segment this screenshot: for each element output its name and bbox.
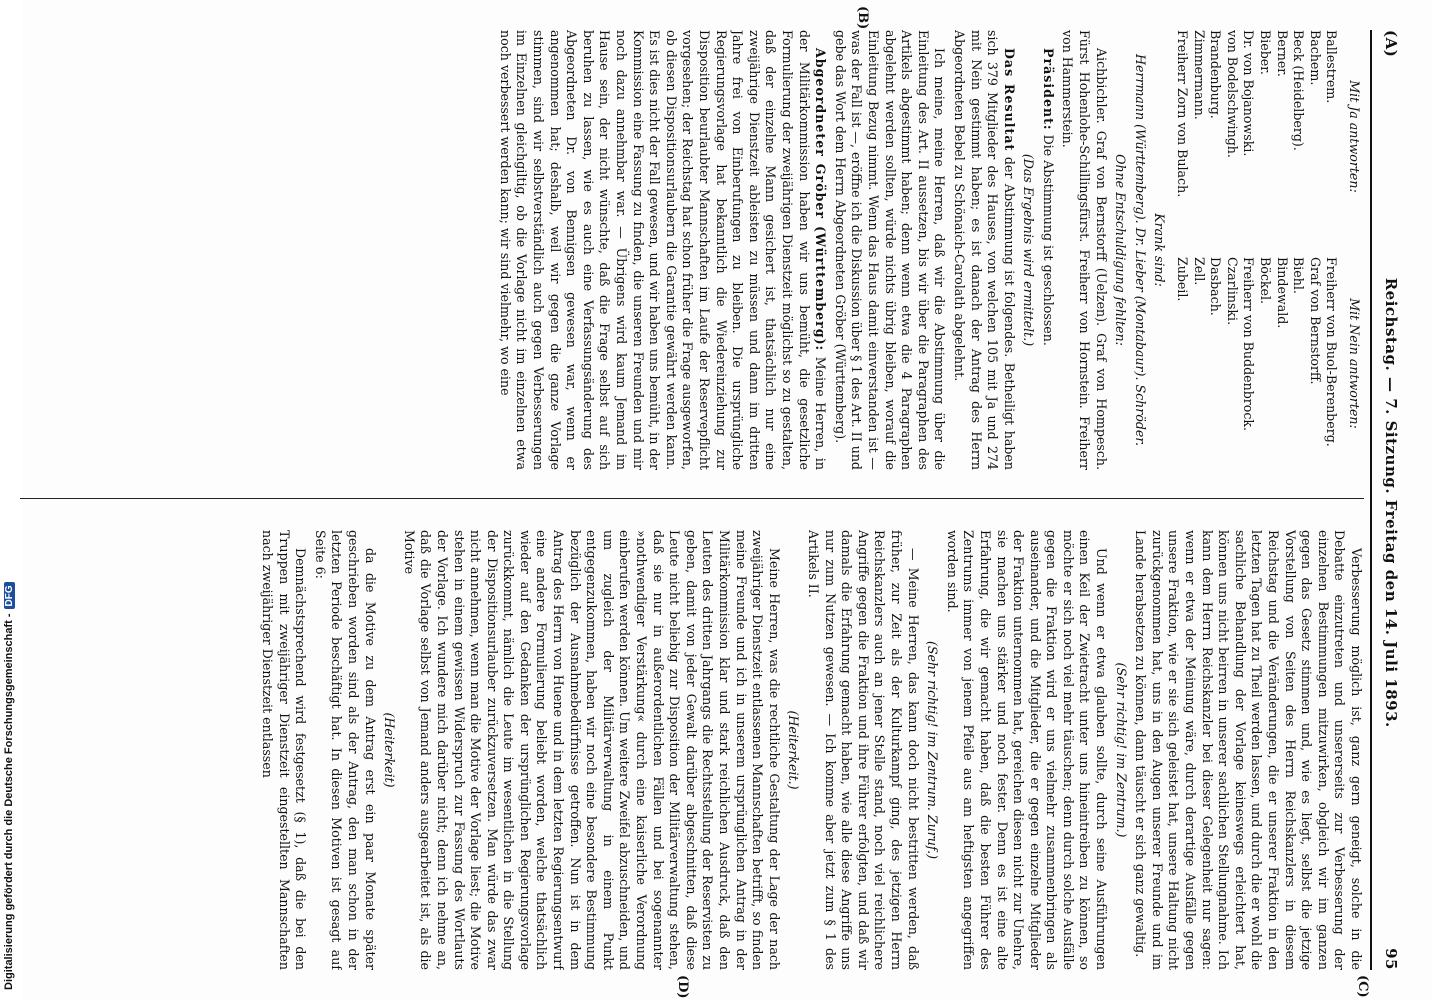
president-label: Präsident:	[1040, 48, 1056, 131]
margin-mark-a: (A)	[1382, 30, 1400, 58]
margin-mark-d: (D)	[675, 975, 690, 999]
vote-name: Freiherr von Buol-Berenberg.	[1324, 257, 1340, 447]
vote-name: Bachem.	[1307, 30, 1323, 86]
margin-mark-b: (B)	[855, 6, 870, 30]
paragraph: Verbesserung möglich ist, ganz gern geneigt, solche in die Debatte einzutreten und unsererseits zur Verbesserung der einzelnen Bestimmungen mitzuwirken, obgleich wir im ganzen gegen das Gesetz stimmen und, wie es liegt, selbst die jetzige Vorstellung von Seiten des Herrn Reichskanzlers in diesem Reichstag und die Veränderungen, die er unserer Fraktion in den letzten Tagen hat zu Theil werden lassen, und durch die er wohl die sachliche Behandlung der Vorlage keineswegs erleichtert hat, können uns nicht beirren in unserer sachlichen Stellungnahme. Ich kann dem Herrn Reichskanzler bei dieser Gelegenheit nur sagen: wenn er etwa der Meinung wäre, durch derartige Ausfälle gegen unsere Fraktion, wie er sie sich geleistet hat, unsere Haltung nicht zurückgenommen hat, uns in den Augen unserer Freunde und im Lande herabsetzen zu können, dann täuscht er sich ganz gewaltig.	[1133, 530, 1364, 970]
paragraph: da die Motive zu dem Antrag erst ein paar Monate später geschrieben worden sind als der Antrag, den man schon in der letzten Periode beschäftigt hat. In diesen Motiven ist gesagt auf Seite 6:	[312, 530, 378, 970]
paragraph: Ich meine, meine Herren, daß wir die Abstimmung über die Einleitung des Art. II aussetzen, bis wir über die Paragraphen des Artikels abgestimmt haben; denn wenn etwa die 4 Paragraphen abgelehnt werden sollten, würde nichts übrig bleiben, worauf die Einleitung Bezug nimmt. Wenn das Haus damit einverstanden ist — was der Fall ist —, eröffne ich die Diskussion über § 1 des Art. II und gebe das Wort dem Herrn Abgeordneten Gröber (Württemberg).	[832, 30, 948, 470]
page-number: 95	[1382, 948, 1400, 970]
president-statement	[1039, 30, 1056, 470]
vote-name: Ballestrem.	[1324, 30, 1340, 104]
speaker-label: Abgeordneter Gröber (Württemberg):	[813, 48, 829, 352]
absent-names: Aichbichler. Graf von Bernstorff (Uelzen). Graf von Hompesch. Fürst Hohenlohe-Schillingsfürst. Freiherr von Hornstein. Freiherr von Hammerstein.	[1060, 30, 1109, 470]
excused-heading: Krank sind:	[1152, 213, 1168, 287]
vote-name: Zell.	[1191, 257, 1207, 286]
vote-name: Dasbach.	[1208, 257, 1224, 316]
vote-name: Biehl.	[1291, 257, 1307, 294]
interjection: (Sehr richtig! im Zentrum. Zuruf.)	[925, 640, 941, 860]
left-column	[20, 30, 1364, 470]
speech-text: Meine Herren, in der Militärkommission haben wir uns bemüht, die gesetzliche Formulierung der zweijährigen Dienstzeit möglichst so zu gestalten, daß der einzelne Mann gesichert ist, thatsächlich nur eine zweijährige Dienstzeit ableisten zu müssen und dann im dritten Jahre frei von Einberufungen zu bleiben. Die ursprüngliche Regierungsvorlage hat bekanntlich die Wiedereinziehung zur Disposition beurlaubter Mannschaften im Laufe der Reservepflicht vorgesehen; der Reichstag hat schon früher die Frage ausgeworfen, ob diesen Dispositionsurlaubern die Garantie gewährt werden kann. Es ist dies nicht der Fall gewesen, und wir haben uns bemüht, in der Kommission eine Fassung zu finden, die unseren Freunden und mir noch dazu annehmbar war. — Übrigens wird kaum Jemand im Hause sein, der nicht wünschte, daß die Frage selbst auf sich beruhen zu lassen, wie es auch eine Verfassungsänderung des Abgeordneten Dr. von Bennigsen gewesen war, wenn er angenommen hat; deshalb, weil wir gegen die ganze Vorlage stimmen, sind wir selbstverständlich auch gegen Verbesserungen im Einzelnen gleichgiltig, ob die Vorlage nicht im einzelnen etwa noch verbessert werden kann; wir sind vielmehr, wo eine	[497, 30, 829, 470]
speech-paragraph	[496, 30, 828, 470]
vote-name: Brandenburg.	[1208, 30, 1224, 119]
vote-name: Zimmermann.	[1191, 30, 1207, 120]
vote-name: Graf von Bernstorff.	[1307, 257, 1323, 385]
column-divider	[20, 498, 1364, 499]
vote-no-heading: Mit Nein antworten:	[1347, 298, 1362, 429]
vote-name: Böckel.	[1258, 257, 1274, 305]
paragraph: — Meine Herren, das kann doch nicht bestritten werden, daß früher, zur Zeit als der Kulturkampf ging, des jetzigen Herrn Reichskanzlers auch an jener Stelle stand, noch viel reichlichere Angriffe gegen die Fraktion und ihre Führer erfolgten, und daß wir damals die Erfahrung gemacht haben, wie alle diese Angriffe uns nur zum Nutzen gewesen. — Ich komme aber jetzt zum § 1 des Artikels II.	[806, 530, 921, 970]
vote-name: Beck (Heidelberg).	[1291, 30, 1307, 151]
vote-name: Dr. von Bojanowski.	[1241, 30, 1257, 157]
vote-name: Freiherr von Buddenbrock.	[1241, 257, 1257, 432]
vote-name: Berner.	[1274, 30, 1290, 77]
interjection: (Heiterkeit.)	[786, 710, 802, 790]
vote-name: Czarlinski.	[1224, 257, 1240, 326]
vote-name: Bindewald.	[1274, 257, 1290, 329]
result-paragraph	[950, 30, 1016, 470]
interjection: (Sehr richtig! im Zentrum.)	[1113, 662, 1129, 838]
excused-names: Herrmann (Württemberg). Dr. Lieber (Montabaur). Schröder.	[1132, 53, 1148, 447]
interjection: (Heiterkeit)	[382, 712, 398, 788]
vote-headings	[1345, 30, 1362, 470]
paragraph: Und wenn er etwa glauben sollte, durch seine Ausführungen einen Keil der Zwietracht unter uns hineintreiben zu können, so möchte er sich noch viel mehr täuschen; denn durch solche Ausfälle gegen die Fraktion wird er uns vielmehr zusammenbringen als auseinander, und die Mitglieder, die er gegen einzelne Mitglieder der Fraktion unternommen hat, gereichen diesen nicht zur Unehre, sie machen uns stärker und noch fester. Denn es ist eine alte Erfahrung, die wir gemacht haben, daß die besten Führer des Zentrums immer von jenem Pfeile aus am heftigsten angegriffen worden sind.	[944, 530, 1110, 970]
footer-credit-text: Digitalisierung gefördert durch die Deutsche Forschungsgemeinschaft -	[3, 613, 15, 990]
vote-name: Bieber.	[1258, 30, 1274, 75]
vote-names-list	[1173, 30, 1339, 470]
page-header	[1380, 30, 1402, 970]
president-text: Die Abstimmung ist geschlossen.	[1040, 134, 1056, 346]
vote-name: Freiherr Zorn von Bulach.	[1175, 30, 1191, 198]
dfg-logo: DFG	[4, 582, 15, 609]
result-label: Das Resultat	[1001, 48, 1017, 152]
margin-mark-c: (C)	[1355, 975, 1370, 998]
quoted-paragraph: Demnächstsprechend wird festgesetzt (§ 1), daß die bei den Truppen mit zweijähriger Dienstzeit eingestellten Mannschaften nach zweijähriger Dienstzeit entlassen	[260, 530, 309, 970]
absent-heading: Ohne Entschuldigung fehlten:	[1113, 154, 1129, 346]
vote-name: Zubeil.	[1175, 257, 1191, 302]
vote-name: von Bodelschwingh.	[1224, 30, 1240, 158]
page-title: Reichstag. — 7. Sitzung. Freitag den 14. Juli 1893.	[1382, 277, 1400, 728]
vote-yes-heading: Mit Ja antworten:	[1347, 80, 1362, 193]
right-column	[20, 530, 1364, 970]
header-rule	[1370, 30, 1372, 970]
paragraph: Meine Herren, was die rechtliche Gestaltung der Lage der nach zweijähriger Dienstzeit entlassenen Mannschaften betrifft, so finden meine Freunde und ich in unserem ursprünglichen Antrag in der Militärkommission klar und stark reichlichen Ausdruck, daß den Leuten des dritten Jahrgangs die Rechtsstellung der Reservisten zu geben, damit von jeder Gewalt darüber abgeschnitten, daß diese Leute nicht beliebig zur Disposition der Militärverwaltung stehen, daß sie nur in außerordentlichen Fällen und bei sogenannter »nothwendiger Verstärkung« durch eine kaiserliche Verordnung einberufen werden können. Um weitere Zweifel abzuschneiden, und um zugleich der Militärverwaltung in einem Punkt entgegenzukommen, haben wir noch eine besondere Bestimmung bezüglich der Ausnahmebedürfnisse getroffen. Nun ist in dem Antrag des Herrn von Huene und in dem letzten Regierungsentwurf eine andere Formulierung beliebt worden, welche thatsächlich wieder auf den Gedanken der ursprünglichen Regierungsvorlage zurückkommt, nämlich die Leute im wesentlichen in die Stellung der Dispositionsurlauber zurückzuversetzen. Man würde das zwar nicht annehmen, wenn man die Motive der Vorlage liest; die Motive stehen in einem gewissen Widerspruch zur Fassung des Wortlauts der Vorlage. Ich wundere mich darüber nicht; denn ich nehme an, daß die Vorlage selbst von Jemand anders ausgearbeitet ist, als die Motive	[401, 530, 782, 970]
result-note: (Das Ergebnis wird ermittelt.)	[1021, 153, 1037, 347]
result-text: der Abstimmung ist folgendes. Betheiligt haben sich 379 Mitglieder des Hauses, von welchen 105 mit Ja und 274 mit Nein gestimmt haben; es ist danach der Antrag des Herrn Abgeordneten Bebel zu Schönaich-Carolath abgelehnt.	[951, 30, 1017, 470]
